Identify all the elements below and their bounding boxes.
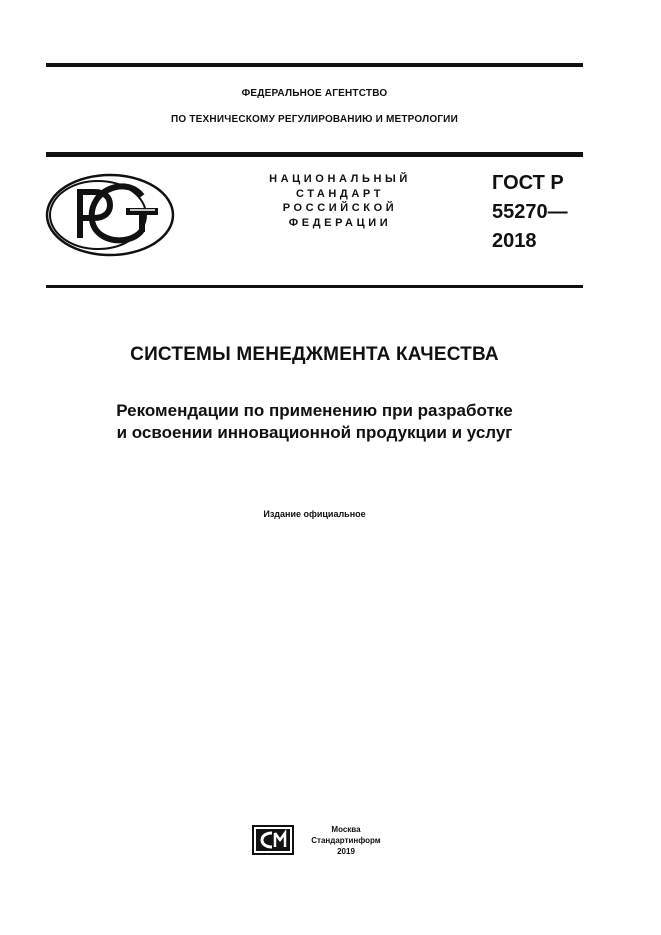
document-subtitle-line2: и освоении инновационной продукции и услуг xyxy=(116,423,513,442)
standard-type-line2: СТАНДАРТ xyxy=(295,187,385,200)
header-rule xyxy=(46,152,583,157)
document-title: СИСТЕМЫ МЕНЕДЖМЕНТА КАЧЕСТВА xyxy=(130,344,499,365)
standard-type-line1: НАЦИОНАЛЬНЫЙ xyxy=(269,173,411,185)
agency-name-line1: ФЕДЕРАЛЬНОЕ АГЕНТСТВО xyxy=(241,88,388,99)
publisher-city: Москва xyxy=(331,825,361,834)
title-block-rule xyxy=(46,285,583,288)
standard-type-line3: РОССИЙСКОЙ xyxy=(282,202,398,214)
standard-type-label xyxy=(240,172,440,230)
publisher-info xyxy=(300,824,392,857)
document-subtitle xyxy=(46,400,583,444)
standard-type-line4: ФЕДЕРАЦИИ xyxy=(288,216,392,229)
document-subtitle-line1: Рекомендации по применению при разработке xyxy=(116,401,513,420)
gost-designation-line2: 55270— xyxy=(492,201,568,223)
gost-designation-line3: 2018 xyxy=(492,230,537,252)
publication-year: 2019 xyxy=(337,847,355,856)
publisher-name: Стандартинформ xyxy=(311,836,381,845)
gost-designation xyxy=(492,169,568,256)
standartinform-logo-icon xyxy=(252,825,294,855)
agency-name-line2: ПО ТЕХНИЧЕСКОМУ РЕГУЛИРОВАНИЮ И МЕТРОЛОГИИ xyxy=(171,114,458,125)
edition-label: Издание официальное xyxy=(263,509,366,519)
rst-certification-mark-icon xyxy=(44,172,176,258)
top-rule xyxy=(46,63,583,67)
gost-designation-line1: ГОСТ Р xyxy=(492,172,564,194)
